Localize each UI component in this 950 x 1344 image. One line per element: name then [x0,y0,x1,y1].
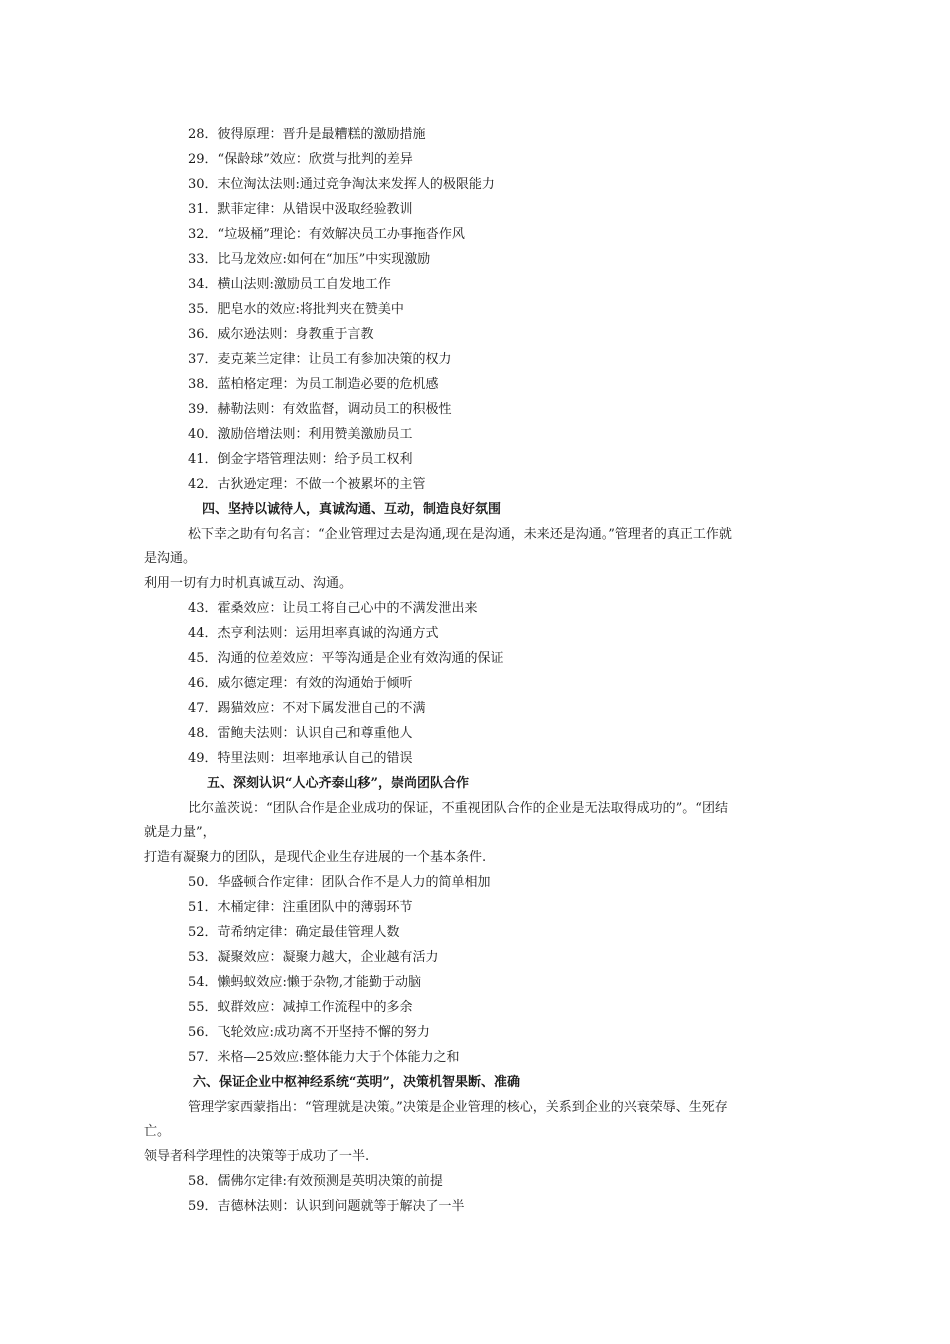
list-item: 52．苛希纳定律：确定最佳管理人数 [188,925,400,940]
list-item: 38．蓝柏格定理：为员工制造必要的危机感 [188,377,439,392]
list-item: 53．凝聚效应：凝聚力越大，企业越有活力 [188,950,439,965]
paragraph-line: 亡。 [144,1124,171,1139]
list-item: 45．沟通的位差效应：平等沟通是企业有效沟通的保证 [188,651,504,666]
paragraph-line: 管理学家西蒙指出：“管理就是决策。”决策是企业管理的核心，关系到企业的兴衰荣辱、生死存 [188,1100,728,1115]
list-item: 48．雷鲍夫法则：认识自己和尊重他人 [188,726,413,741]
paragraph-line: 松下幸之助有句名言：“企业管理过去是沟通,现在是沟通，未来还是沟通。”管理者的真正工作就 [188,527,732,542]
list-item: 33．比马龙效应:如何在“加压”中实现激励 [188,252,431,267]
list-item: 41．倒金字塔管理法则：给予员工权利 [188,452,413,467]
list-item: 50．华盛顿合作定律：团队合作不是人力的简单相加 [188,875,491,890]
list-item: 58．儒佛尔定律:有效预测是英明决策的前提 [188,1174,443,1189]
section-heading: 四、坚持以诚待人，真诚沟通、互动，制造良好氛围 [202,502,502,517]
list-item: 55．蚁群效应：减掉工作流程中的多余 [188,1000,413,1015]
list-item: 43．霍桑效应：让员工将自己心中的不满发泄出来 [188,601,478,616]
paragraph-line: 就是力量”， [144,825,216,840]
list-item: 32．“垃圾桶”理论：有效解决员工办事拖沓作风 [188,227,465,242]
paragraph-line: 打造有凝聚力的团队，是现代企业生存进展的一个基本条件. [144,850,487,865]
list-item: 29．“保龄球”效应：欣赏与批判的差异 [188,152,413,167]
list-item: 35．肥皂水的效应:将批判夹在赞美中 [188,302,404,317]
list-item: 47．踢猫效应：不对下属发泄自己的不满 [188,701,426,716]
list-item: 36．威尔逊法则：身教重于言教 [188,327,374,342]
section-heading: 五、深刻认识“人心齐泰山移”，崇尚团队合作 [207,776,469,791]
list-item: 30．末位淘汰法则:通过竞争淘汰来发挥人的极限能力 [188,177,495,192]
list-item: 51．木桶定律：注重团队中的薄弱环节 [188,900,413,915]
list-item: 39．赫勒法则：有效监督，调动员工的积极性 [188,402,452,417]
list-item: 40．激励倍增法则：利用赞美激励员工 [188,427,413,442]
paragraph-line: 比尔盖茨说：“团队合作是企业成功的保证，不重视团队合作的企业是无法取得成功的”。“团结 [188,801,728,816]
list-item: 57．米格—25效应:整体能力大于个体能力之和 [188,1050,460,1065]
list-item: 54．懒蚂蚁效应:懒于杂物,才能勤于动脑 [188,975,422,990]
list-item: 37．麦克莱兰定律：让员工有参加决策的权力 [188,352,452,367]
list-item: 46．威尔德定理：有效的沟通始于倾听 [188,676,413,691]
list-item: 56．飞轮效应:成功离不开坚持不懈的努力 [188,1025,430,1040]
list-item: 49．特里法则：坦率地承认自己的错误 [188,751,413,766]
list-item: 42．古狄逊定理：不做一个被累坏的主管 [188,477,426,492]
paragraph-line: 利用一切有力时机真诚互动、沟通。 [144,576,353,591]
paragraph-line: 领导者科学理性的决策等于成功了一半. [144,1149,370,1164]
list-item: 34．横山法则:激励员工自发地工作 [188,277,391,292]
list-item: 44．杰亨利法则：运用坦率真诚的沟通方式 [188,626,439,641]
paragraph-line: 是沟通。 [144,551,197,566]
list-item: 59．吉德林法则：认识到问题就等于解决了一半 [188,1199,465,1214]
section-heading: 六、保证企业中枢神经系统“英明”，决策机智果断、准确 [193,1075,520,1090]
list-item: 28．彼得原理：晋升是最糟糕的激励措施 [188,127,426,142]
list-item: 31．默菲定律：从错误中汲取经验教训 [188,202,413,217]
